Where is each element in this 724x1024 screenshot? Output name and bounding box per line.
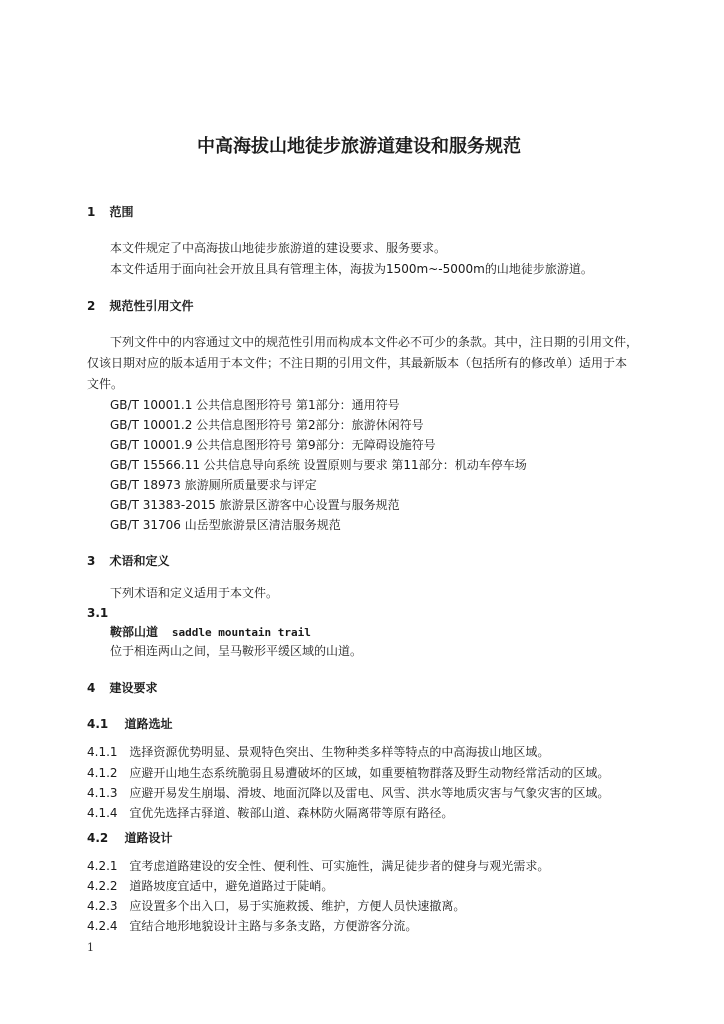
- subsection-number: 4.1: [87, 717, 109, 731]
- term-definition: 位于相连两山之间，呈马鞍形平缓区域的山道。: [110, 644, 363, 658]
- paragraph-line: 仅该日期对应的版本适用于本文件；不注日期的引用文件，其最新版本（包括所有的修改单）适用于本: [87, 356, 628, 370]
- section-number: 2: [87, 299, 96, 313]
- paragraph: 下列术语和定义适用于本文件。: [110, 586, 279, 600]
- section-2-heading: [87, 298, 194, 314]
- clause-number: 4.2.2: [87, 879, 118, 893]
- clause-number: 4.2.1: [87, 859, 118, 873]
- term-entry: [110, 624, 311, 641]
- clause-number: 4.1.3: [87, 786, 118, 800]
- clause-text: 选择资源优势明显、景观特色突出、生物种类多样等特点的中高海拔山地区域。: [129, 745, 550, 759]
- reference-item: GB/T 15566.11 公共信息导向系统 设置原则与要求 第11部分：机动车停车场: [110, 458, 527, 472]
- reference-item: GB/T 10001.2 公共信息图形符号 第2部分：旅游休闲符号: [110, 418, 424, 432]
- reference-item: GB/T 10001.9 公共信息图形符号 第9部分：无障碍设施符号: [110, 438, 436, 452]
- term-chinese: 鞍部山道: [110, 625, 159, 639]
- clause-item: [87, 918, 417, 934]
- term-number: 3.1: [87, 606, 109, 620]
- reference-item: GB/T 10001.1 公共信息图形符号 第1部分：通用符号: [110, 398, 400, 412]
- clause-text: 道路坡度宜适中，避免道路过于陡峭。: [129, 879, 334, 893]
- section-title: 范围: [109, 205, 134, 219]
- subsection-number: 4.2: [87, 831, 109, 845]
- section-number: 1: [87, 205, 96, 219]
- section-number: 3: [87, 554, 96, 568]
- subsection-4-2-heading: [87, 830, 172, 846]
- clause-text: 宜优先选择古驿道、鞍部山道、森林防火隔离带等原有路径。: [129, 806, 454, 820]
- clause-number: 4.2.4: [87, 919, 118, 933]
- section-title: 规范性引用文件: [109, 299, 194, 313]
- clause-number: 4.1.4: [87, 806, 118, 820]
- reference-item: GB/T 31383-2015 旅游景区游客中心设置与服务规范: [110, 498, 400, 512]
- clause-item: [87, 805, 453, 821]
- paragraph-line: 下列文件中的内容通过文中的规范性引用而构成本文件必不可少的条款。其中，注日期的引用文件，: [110, 335, 639, 349]
- clause-number: 4.1.1: [87, 745, 118, 759]
- paragraph: 本文件适用于面向社会开放且具有管理主体，海拔为1500m~-5000m的山地徒步旅游道。: [110, 262, 593, 276]
- clause-text: 应避开山地生态系统脆弱且易遭破坏的区域，如重要植物群落及野生动物经常活动的区域。: [129, 766, 610, 780]
- clause-item: [87, 785, 609, 801]
- subsection-4-1-heading: [87, 716, 172, 732]
- clause-item: [87, 858, 549, 874]
- section-4-heading: [87, 680, 158, 696]
- term-english: saddle mountain trail: [171, 626, 311, 639]
- reference-item: GB/T 18973 旅游厕所质量要求与评定: [110, 478, 317, 492]
- section-number: 4: [87, 681, 96, 695]
- paragraph: 本文件规定了中高海拔山地徒步旅游道的建设要求、服务要求。: [110, 241, 447, 255]
- section-1-heading: [87, 204, 134, 220]
- clause-text: 宜考虑道路建设的安全性、便利性、可实施性，满足徒步者的健身与观光需求。: [129, 859, 550, 873]
- clause-item: [87, 878, 333, 894]
- clause-number: 4.1.2: [87, 766, 118, 780]
- subsection-title: 道路设计: [124, 831, 173, 845]
- clause-text: 宜结合地形地貌设计主路与多条支路，方便游客分流。: [129, 919, 418, 933]
- clause-item: [87, 898, 465, 914]
- clause-item: [87, 744, 549, 760]
- page-number: 1: [87, 941, 94, 954]
- clause-text: 应避开易发生崩塌、滑坡、地面沉降以及雷电、风雪、洪水等地质灾害与气象灾害的区域。: [129, 786, 610, 800]
- paragraph-line: 文件。: [87, 377, 124, 391]
- section-title: 建设要求: [109, 681, 158, 695]
- section-title: 术语和定义: [109, 554, 170, 568]
- reference-item: GB/T 31706 山岳型旅游景区清洁服务规范: [110, 518, 341, 532]
- section-3-heading: [87, 553, 170, 569]
- page-title: 中高海拔山地徒步旅游道建设和服务规范: [197, 136, 521, 157]
- clause-text: 应设置多个出入口，易于实施救援、维护，方便人员快速撤离。: [129, 899, 466, 913]
- clause-item: [87, 765, 609, 781]
- clause-number: 4.2.3: [87, 899, 118, 913]
- subsection-title: 道路选址: [124, 717, 173, 731]
